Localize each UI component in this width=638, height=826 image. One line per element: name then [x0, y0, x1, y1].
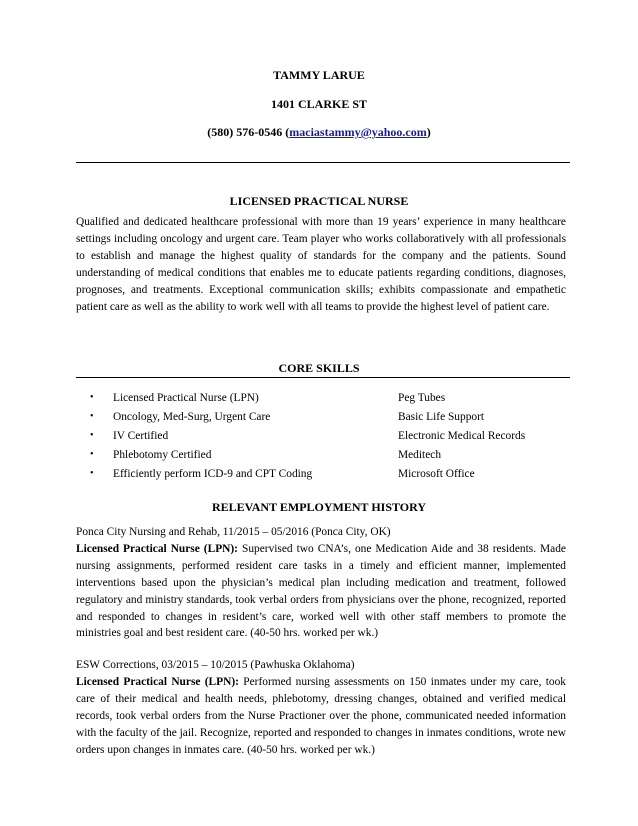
bullet: •: [90, 411, 94, 422]
candidate-name: TAMMY LARUE: [273, 68, 365, 82]
job-description-block: [76, 674, 566, 759]
skill-item: Efficiently perform ICD-9 and CPT Coding: [113, 468, 313, 480]
header-divider: [76, 162, 570, 163]
bullet: •: [90, 392, 94, 403]
email-open-paren: (: [285, 125, 290, 139]
bullet: •: [90, 449, 94, 460]
contact-line: [0, 125, 638, 140]
skill-item: Electronic Medical Records: [398, 430, 526, 442]
job-title: Licensed Practical Nurse (LPN):: [76, 675, 239, 688]
skill-item: IV Certified: [113, 430, 169, 442]
skill-row: [0, 446, 638, 464]
job-description-block: [76, 541, 566, 642]
skill-item: Meditech: [398, 449, 442, 461]
job-entry: [76, 524, 566, 642]
phone-number: (580) 576-0546: [207, 125, 283, 139]
job-employer: Ponca City Nursing and Rehab, 11/2015 – 05/2016 (Ponca City, OK): [76, 526, 391, 538]
job-title: Licensed Practical Nurse (LPN):: [76, 542, 238, 555]
skill-item: Phlebotomy Certified: [113, 449, 212, 461]
bullet: •: [90, 430, 94, 441]
skills-heading: CORE SKILLS: [278, 361, 360, 375]
street-address: 1401 CLARKE ST: [270, 97, 368, 111]
skill-item: Basic Life Support: [398, 411, 485, 423]
summary-paragraph: Qualified and dedicated healthcare professional with more than 19 years’ experience in many healthcare settings including oncology and urgent care. Team player who works collaboratively with all professionals to establish and manage the highest quality of standards for the company and the patients. Sound understanding of medical conditions that enables me to educate patients regarding conditions, diagnoses, prognoses, and treatments. Exceptional communication skills; exhibits compassionate and empathetic patient care as well as the ability to work well with all teams to provide the highest level of patient care.: [76, 216, 566, 313]
job-description: Performed nursing assessments on 150 inmates under my care, took care of their medical and health needs, phlebotomy, dressing changes, obtained and verified medical records, took verbal orders from the Nurse Practioner over the phone, communicated needed information with the faculty of the jail. Recognize, reported and responded to changes in inmates conditions, wrote new orders upon changes in inmates care. (40-50 hrs. worked per wk.): [76, 675, 567, 756]
skill-row: [0, 427, 638, 445]
skill-item: Licensed Practical Nurse (LPN): [113, 392, 259, 404]
job-employer: ESW Corrections, 03/2015 – 10/2015 (Pawhuska Oklahoma): [76, 659, 355, 671]
email-close-paren: ): [426, 125, 431, 139]
skill-row: [0, 465, 638, 483]
skill-row: [0, 389, 638, 407]
skill-row: [0, 408, 638, 426]
job-description: Supervised two CNA’s, one Medication Aide and 38 residents. Made nursing assignments, performed resident care tasks in a timely and efficient manner, implemented interventions based upon the physician’s medical plan including medication and treatment, followed regulatory and ministry standards, took verbal orders from physicians over the phone, recognized, reported and responded to changes in resident’s care, worked well with other staff members to promote the ministries goal and best resident care. (40-50 hrs. worked per wk.): [76, 542, 566, 640]
skill-item: Microsoft Office: [398, 468, 475, 480]
email-link[interactable]: maciastammy@yahoo.com: [289, 125, 427, 139]
job-entry: [76, 657, 566, 758]
skill-item: Peg Tubes: [398, 392, 446, 404]
bullet: •: [90, 468, 94, 479]
skills-divider: [76, 377, 570, 378]
skill-item: Oncology, Med-Surg, Urgent Care: [113, 411, 271, 423]
employment-heading: RELEVANT EMPLOYMENT HISTORY: [211, 500, 427, 514]
summary-heading: LICENSED PRACTICAL NURSE: [229, 194, 409, 208]
